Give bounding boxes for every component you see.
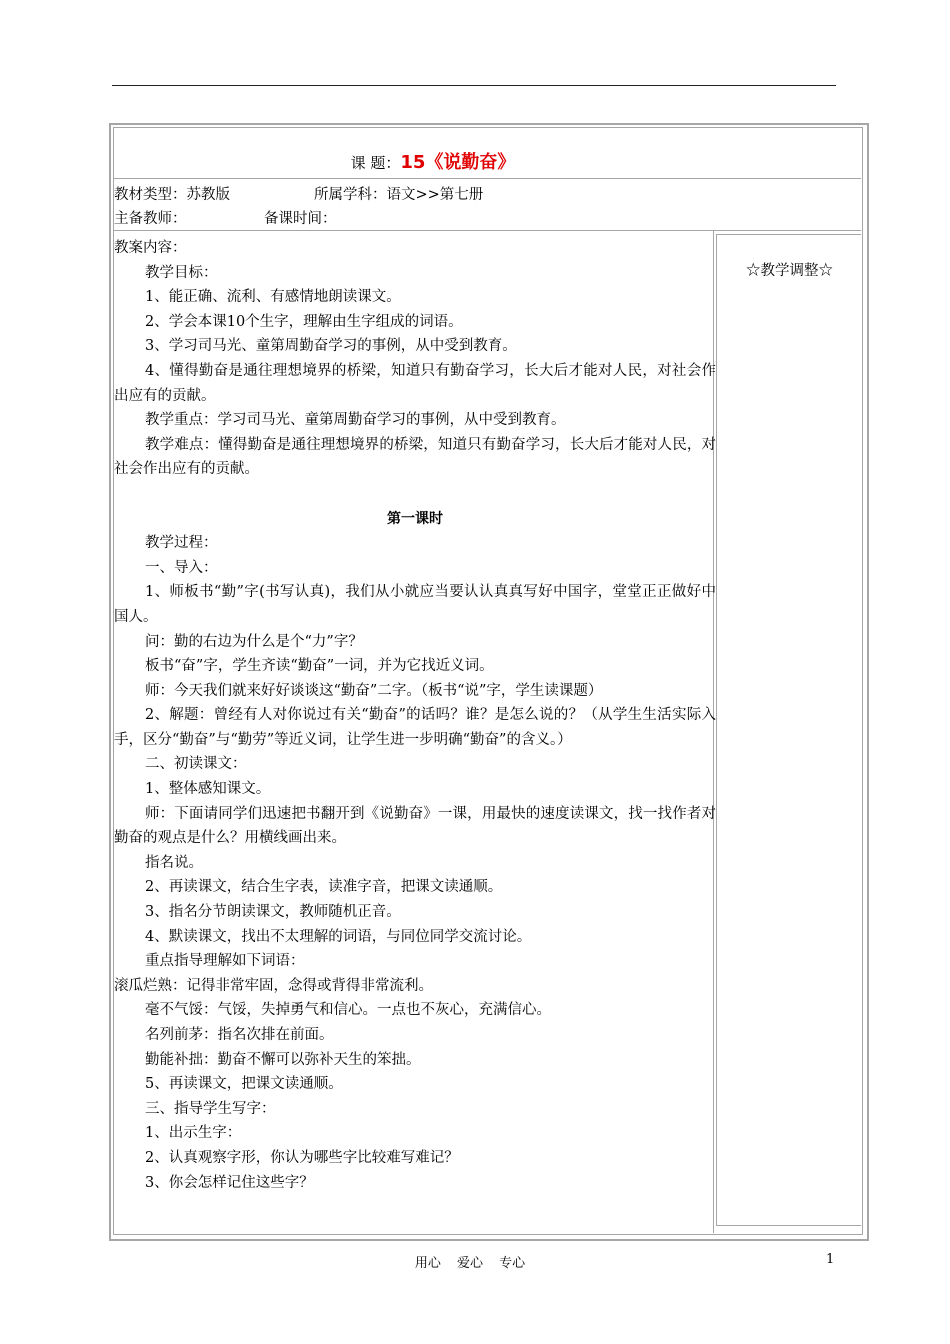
lesson-name: 15《说勤奋》 <box>400 152 516 173</box>
content-paragraph: 3、指名分节朗读课文，教师随机正音。 <box>145 904 401 921</box>
section-heading: 第一课时 <box>387 510 443 527</box>
content-paragraph: 2、学会本课10个生字，理解由生字组成的词语。 <box>145 313 463 330</box>
content-paragraph: 滚瓜烂熟：记得非常牢固，念得或背得非常流利。 <box>114 977 433 994</box>
content-paragraph: 3、你会怎样记住这些字？ <box>145 1174 314 1191</box>
header-rule <box>112 85 836 86</box>
page-number: 1 <box>826 1252 835 1267</box>
material-type: 教材类型：苏教版 <box>114 187 230 203</box>
footer-motto: 用心 爱心 专心 <box>414 1256 526 1271</box>
content-paragraph: 板书“奋”字，学生齐读“勤奋”一词，并为它找近义词。 <box>145 658 494 675</box>
content-paragraph: 教学目标： <box>145 264 218 281</box>
lead-teacher: 主备教师： <box>114 211 187 227</box>
content-paragraph: 问：勤的右边为什么是个“力”字？ <box>145 633 363 650</box>
content-paragraph: 5、再读课文，把课文读通顺。 <box>145 1076 343 1093</box>
title-row-divider <box>113 178 861 179</box>
content-paragraph: 1、师板书“勤”字(书写认真)，我们从小就应当要认认真真写好中国字，堂堂正正做好中国人。 <box>114 584 716 625</box>
content-paragraph: 3、学习司马光、童第周勤奋学习的事例，从中受到教育。 <box>145 338 517 355</box>
lesson-title <box>113 148 753 174</box>
content-paragraph: 1、出示生字： <box>145 1125 242 1142</box>
side-cell-left <box>716 234 717 1225</box>
content-paragraph: 1、整体感知课文。 <box>145 781 271 798</box>
content-paragraph: 2、认真观察字形，你认为哪些字比较难写难记？ <box>145 1149 459 1166</box>
content-paragraph: 教学难点：懂得勤奋是通往理想境界的桥梁，知道只有勤奋学习，长大后才能对人民，对社会作出应有的贡献。 <box>114 436 716 478</box>
content-paragraph: 勤能补拙：勤奋不懈可以弥补天生的笨拙。 <box>145 1051 421 1068</box>
content-paragraph: 师：下面请同学们迅速把书翻开到《说勤奋》一课，用最快的速度读课文，找一找作者对勤奋的观点是什么？用横线画出来。 <box>114 805 716 847</box>
content-paragraph: 师：今天我们就来好好谈谈这“勤奋”二字。（板书“说”字，学生读课题） <box>145 682 603 699</box>
content-paragraph: 指名说。 <box>145 854 203 871</box>
content-paragraph: 2、解题：曾经有人对你说过有关“勤奋”的话吗？谁？是怎么说的？（从学生生活实际入手，区分“勤奋”与“勤劳”等近义词，让学生进一步明确“勤奋”的含义。） <box>114 707 716 748</box>
content-paragraph: 4、默读课文，找出不太理解的词语，与同位同学交流讨论。 <box>145 928 532 945</box>
subject: 所属学科：语文>>第七册 <box>314 187 484 203</box>
title-prefix: 课 题： <box>350 154 401 172</box>
prep-time: 备课时间： <box>264 211 337 227</box>
side-cell-top <box>716 234 861 235</box>
content-paragraph: 教学过程： <box>145 535 218 552</box>
content-paragraph <box>114 482 716 507</box>
content-paragraph: 毫不气馁：气馁，失掉勇气和信心。一点也不灰心，充满信心。 <box>145 1002 551 1019</box>
lesson-content <box>114 236 716 1195</box>
content-paragraph: 一、导入： <box>145 559 218 576</box>
meta-row-divider <box>113 230 861 231</box>
content-paragraph: 重点指导理解如下词语： <box>145 953 305 970</box>
side-cell-bottom <box>716 1225 861 1226</box>
content-paragraph: 二、初读课文： <box>145 756 247 773</box>
content-paragraph: 1、能正确、流利、有感情地朗读课文。 <box>145 289 401 306</box>
content-paragraph: 2、再读课文，结合生字表，读准字音，把课文读通顺。 <box>145 879 503 896</box>
teaching-adjustment-label: ☆教学调整☆ <box>746 263 833 279</box>
content-paragraph: 教学重点：学习司马光、童第周勤奋学习的事例，从中受到教育。 <box>145 412 566 429</box>
content-paragraph: 教案内容： <box>114 240 187 256</box>
content-paragraph: 名列前茅：指名次排在前面。 <box>145 1027 334 1043</box>
content-paragraph: 三、指导学生写字： <box>145 1100 276 1117</box>
content-paragraph: 4、懂得勤奋是通往理想境界的桥梁，知道只有勤奋学习，长大后才能对人民，对社会作出应有的贡献。 <box>114 362 716 404</box>
